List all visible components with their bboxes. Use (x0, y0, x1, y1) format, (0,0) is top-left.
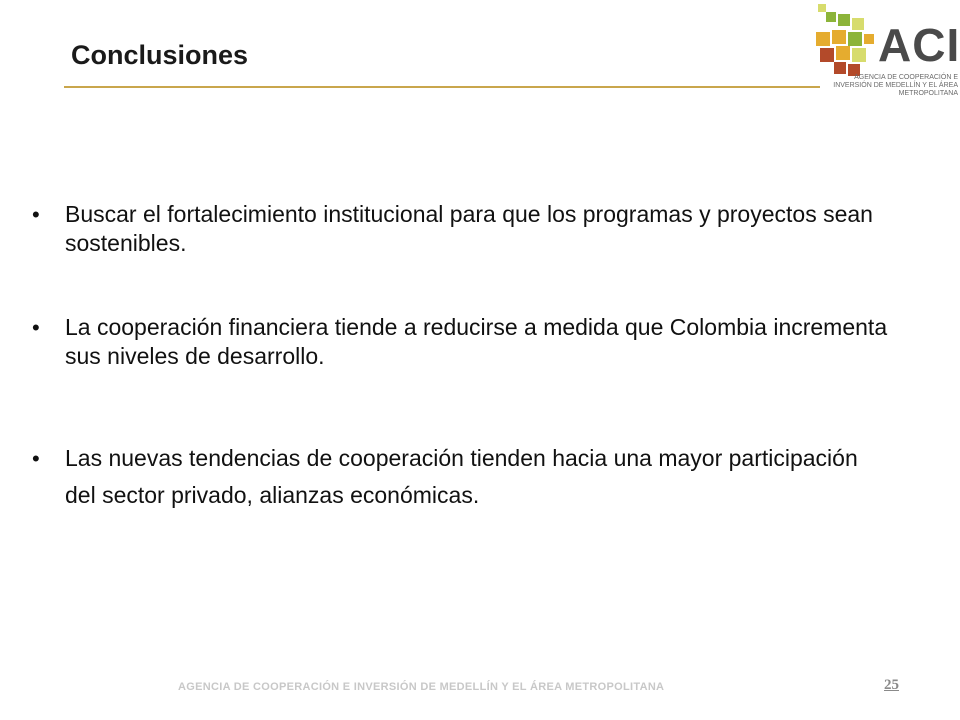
page-number[interactable]: 25 (884, 677, 899, 693)
bullet-marker: • (32, 446, 40, 471)
title-divider (64, 86, 820, 88)
bullet-item (32, 200, 892, 258)
bullet-marker: • (32, 202, 40, 227)
footer-organization: AGENCIA DE COOPERACIÓN E INVERSIÓN DE MEDELLÍN Y EL ÁREA METROPOLITANA (178, 681, 665, 693)
bullet-item (32, 313, 892, 371)
bullet-text: Las nuevas tendencias de cooperación tienden hacia una mayor participación del sector privado, alianzas económicas. (65, 445, 858, 508)
aci-logo (812, 2, 958, 110)
bullet-item (32, 440, 892, 514)
bullet-text: Buscar el fortalecimiento institucional para que los programas y proyectos sean sostenibles. (65, 201, 873, 256)
slide-title: Conclusiones (71, 40, 249, 70)
bullet-text: La cooperación financiera tiende a reducirse a medida que Colombia incrementa sus niveles de desarrollo. (65, 314, 888, 369)
bullet-marker: • (32, 315, 40, 340)
logo-tagline: AGENCIA DE COOPERACIÓN E INVERSIÓN DE MEDELLÍN Y EL ÁREA METROPOLITANA (833, 74, 958, 98)
logo-wordmark: ACI (878, 19, 960, 71)
